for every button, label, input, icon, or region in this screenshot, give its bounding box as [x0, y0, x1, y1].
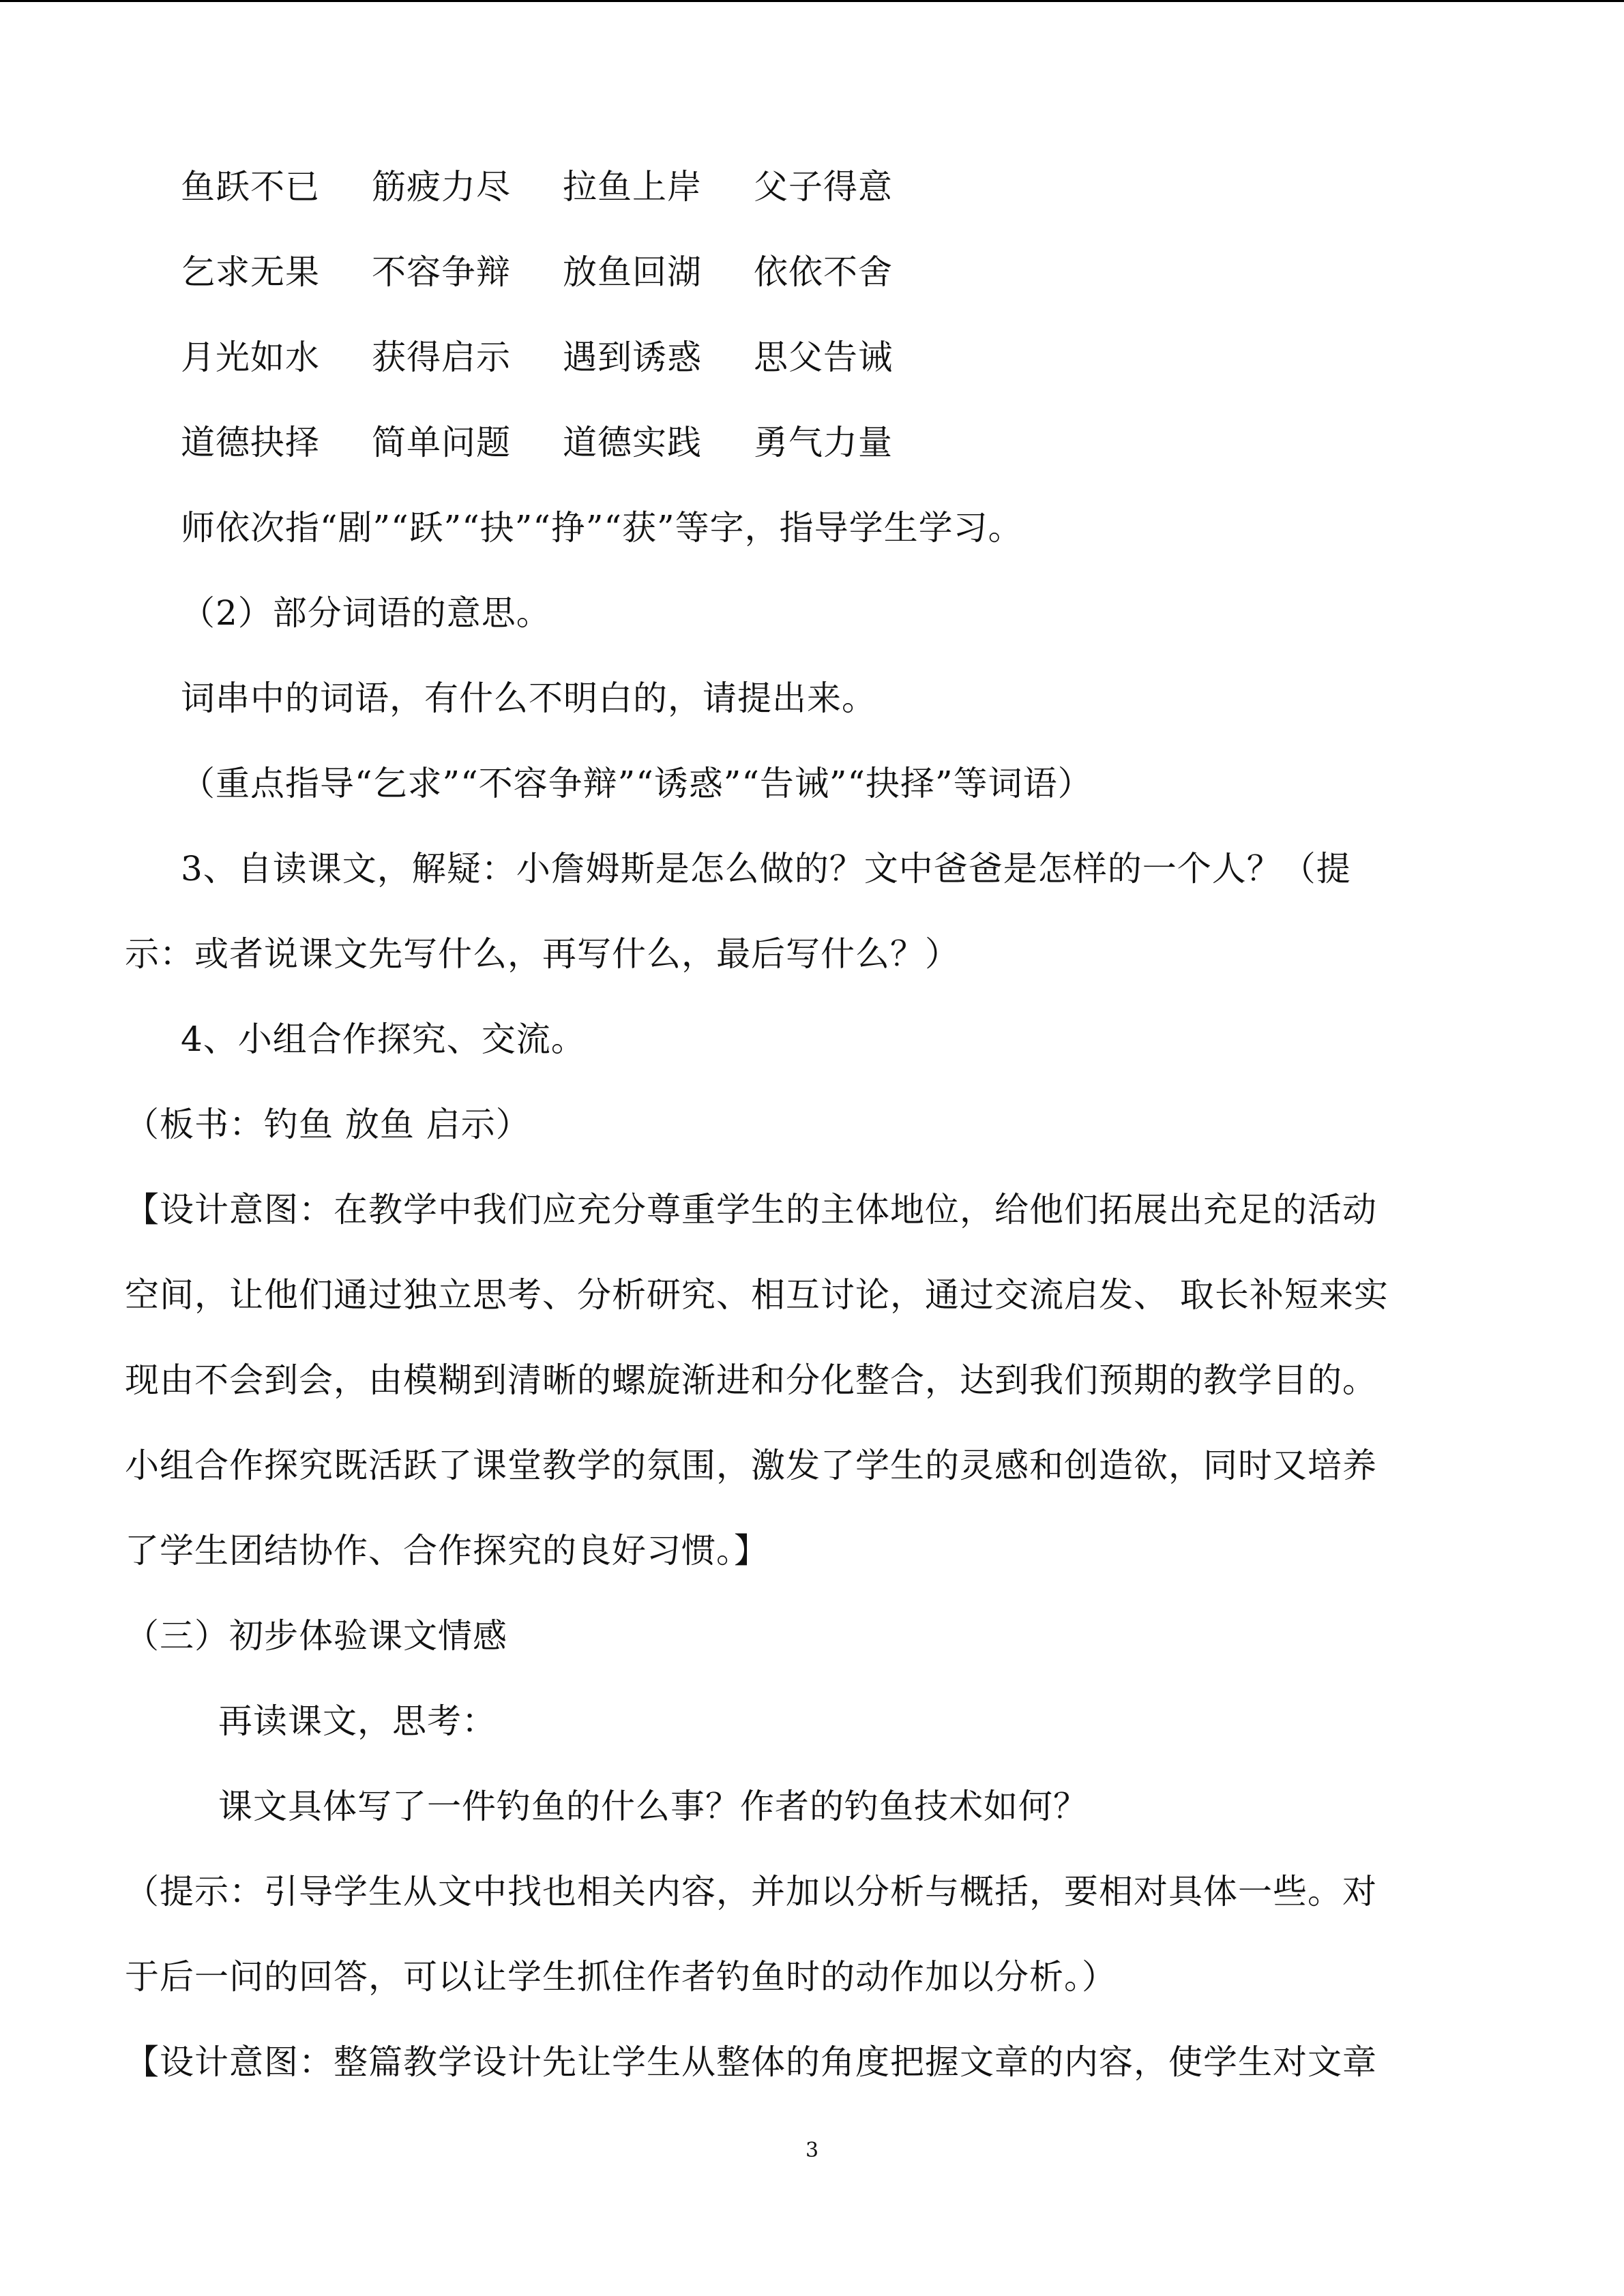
word-item: 遇到诱惑 — [563, 338, 702, 377]
word-item: 父子得意 — [754, 167, 893, 207]
body-paragraph: 词串中的词语，有什么不明白的，请提出来。 — [181, 679, 876, 718]
word-item: 依依不舍 — [754, 252, 893, 292]
word-item: 鱼跃不已 — [181, 167, 320, 207]
word-item: 思父告诫 — [754, 338, 893, 377]
section-heading: （三）初步体验课文情感 — [125, 1616, 507, 1656]
word-item: 道德抉择 — [181, 423, 320, 462]
body-paragraph: （重点指导“乞求”“不容争辩”“诱惑”“告诫”“抉择”等词语） — [181, 764, 1093, 803]
body-paragraph: 师依次指“剧”“跃”“抉”“挣”“获”等字，指导学生学习。 — [181, 508, 1023, 548]
design-intent-paragraph: 空间，让他们通过独立思考、分析研究、相互讨论，通过交流启发、 取长补短来实 — [125, 1275, 1389, 1315]
design-intent-paragraph: 【设计意图：在教学中我们应充分尊重学生的主体地位，给他们拓展出充足的活动 — [125, 1190, 1377, 1229]
hint-paragraph: （提示：引导学生从文中找也相关内容，并加以分析与概括，要相对具体一些。对 — [125, 1872, 1377, 1911]
blackboard-note: （板书：钓鱼 放鱼 启示） — [125, 1105, 531, 1144]
word-item: 拉鱼上岸 — [563, 167, 702, 207]
word-item: 获得启示 — [372, 338, 511, 377]
page-top-border — [0, 0, 1624, 2]
word-item: 勇气力量 — [754, 423, 893, 462]
word-row — [181, 337, 945, 378]
word-item: 道德实践 — [563, 423, 702, 462]
section-subheading: （2）部分词语的意思。 — [181, 593, 551, 633]
body-paragraph: 4、小组合作探究、交流。 — [181, 1019, 586, 1059]
design-intent-paragraph: 【设计意图：整篇教学设计先让学生从整体的角度把握文章的内容，使学生对文章 — [125, 2042, 1377, 2082]
word-row — [181, 166, 945, 207]
body-paragraph: 示：或者说课文先写什么，再写什么，最后写什么？） — [125, 934, 960, 974]
body-paragraph: 课文具体写了一件钓鱼的什么事？作者的钓鱼技术如何？ — [218, 1787, 1088, 1826]
body-paragraph: 再读课文，思考： — [218, 1701, 497, 1741]
page-number: 3 — [805, 2138, 819, 2162]
word-item: 月光如水 — [181, 338, 320, 377]
design-intent-paragraph: 了学生团结协作、合作探究的良好习惯。】 — [125, 1531, 769, 1570]
word-row — [181, 252, 945, 293]
word-item: 简单问题 — [372, 423, 511, 462]
body-paragraph: 3、自读课文，解疑：小詹姆斯是怎么做的？文中爸爸是怎样的一个人？（提 — [181, 849, 1351, 889]
word-item: 筋疲力尽 — [372, 167, 511, 207]
hint-paragraph: 于后一问的回答，可以让学生抓住作者钓鱼时的动作加以分析。） — [125, 1957, 1117, 1997]
design-intent-paragraph: 小组合作探究既活跃了课堂教学的氛围，激发了学生的灵感和创造欲，同时又培养 — [125, 1446, 1377, 1485]
design-intent-paragraph: 现由不会到会，由模糊到清晰的螺旋渐进和分化整合，达到我们预期的教学目的。 — [125, 1360, 1377, 1400]
word-item: 放鱼回湖 — [563, 252, 702, 292]
word-item: 不容争辩 — [372, 252, 511, 292]
word-item: 乞求无果 — [181, 252, 320, 292]
word-row — [181, 422, 945, 463]
